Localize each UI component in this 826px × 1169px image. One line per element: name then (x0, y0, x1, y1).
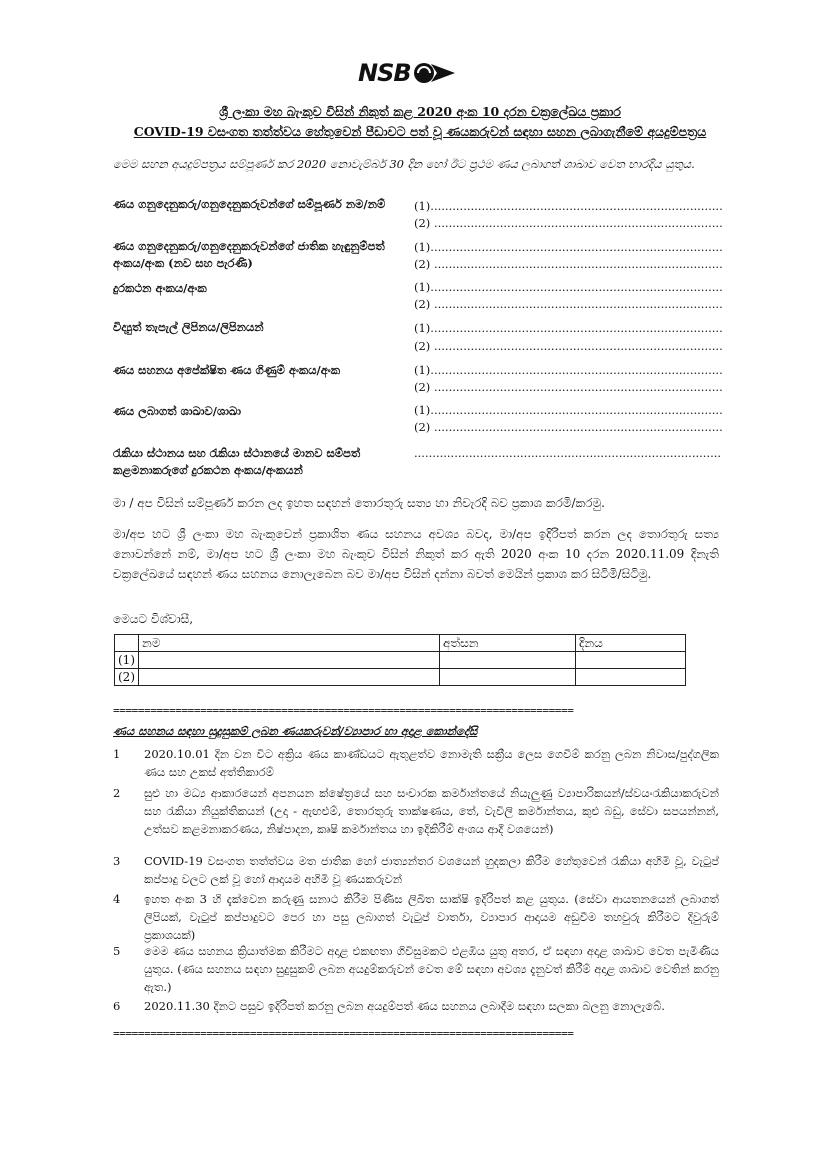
signature-table-header (115, 635, 686, 652)
loan-account-label: ණය සහනය අපේක්ෂිත ණය ගිණුම් අංකය/අංක (113, 363, 341, 377)
signature-row (115, 669, 686, 686)
condition-item (113, 890, 719, 944)
name-cell-2[interactable] (139, 669, 440, 686)
declaration-accuracy: මා / අප විසින් සම්පූර්ණ කරන ලද ඉහත සඳහන් තොරතුරු සත්‍ය හා නිවැරදි බව ප්‍රකාශ කරමි/කරමු. (113, 496, 605, 510)
condition-item (113, 784, 719, 838)
condition-text: සුළු හා මධ්‍ය ආකාරයෙන් අපනයන ක්ෂේත්‍රයේ සහ සංචාරක කර්මාන්තයේ නියැලුණු ව්‍යාපාරිකයන්/ස්වයංරැකියාකරුවන් සහ රැකියා නියුක්තිකයන් (උදා - ඇඟළුම්, තොරතුරු තාක්ෂණය, තේ, වැවිලි කර්මාන්තය, කුළු බඩු, සේවා සපයන්නන්, උත්සව කළමනාකරණය, නිෂ්පාදන, කෘෂි කර්මාන්තය හා ඉදිකිරීම් අංශය ආදී වශයෙන්) (144, 786, 719, 836)
email-field-2[interactable]: (2) ............................................................................... (414, 339, 723, 353)
condition-item (113, 942, 719, 996)
signature-cell-1[interactable] (440, 652, 576, 669)
header-cell-empty (115, 635, 139, 652)
branch-label: ණය ලබාගත් ශාඛාව/ශාඛා (113, 404, 242, 418)
condition-text: මෙම ණය සහනය ක්‍රියාත්මක කිරීමට අදාළ එකඟතා ගිවිසුමකට එළඹිය යුතු අතර, ඒ සඳහා අදාළ ශාඛාව වෙත පැමිණිය යුතුය. (ණය සහනය සඳහා සුදුසුකම් ලබන අයදුම්කරුවන් වෙත මේ සඳහා අවශ්‍ය දැනුවත් කිරීම් අදාළ ශාඛාව වෙතින් කරනු ඇත.) (144, 944, 719, 994)
condition-item (113, 997, 719, 1015)
title-line-2: COVID-19 වසංගත තත්ත්වය හේතුවෙන් පීඩාවට පත් වූ ණයකරුවන් සඳහා සහන ලබාගැනීමේ අයදුම්පත්‍රය (133, 124, 707, 139)
condition-text: 2020.11.30 දිනට පසුව ඉදිරිපත් කරනු ලබන අයදුම්පත් ණය සහනය ලබාදීම සඳහා සලකා බලනු නොලැබේ. (144, 999, 665, 1013)
row-number: (2) (115, 669, 139, 686)
nsb-logo (358, 56, 457, 90)
condition-text: COVID-19 වසංගත තත්ත්වය මත ජාතික හෝ ජාත්‍යන්තර වශයෙන් හුදකලා කිරීම හේතුවෙන් රැකියා අහිමි වූ, වැටුප් කප්පාදු වලට ලක් වූ හෝ ආදායම අහිමි වූ ණයකරුවන් (144, 854, 719, 886)
separator-top: ========================================================================== (113, 704, 574, 717)
signature-row (115, 652, 686, 669)
branch-field-1[interactable]: (1)................................................................................ (414, 403, 723, 417)
date-cell-1[interactable] (576, 652, 686, 669)
title-line-1: ශ්‍රී ලංකා මහ බැංකුව විසින් නිකුත් කළ 2020 අංක 10 දරන චක්‍රලේඛය ප්‍රකාර (219, 104, 621, 119)
header-name: නම (139, 635, 440, 652)
email-field-1[interactable]: (1)................................................................................ (414, 321, 723, 335)
date-cell-2[interactable] (576, 669, 686, 686)
header-signature: අත්සන (440, 635, 576, 652)
nic-label: ණය ගනුදෙනුකරු/ගනුදෙනුකරුවන්ගේ ජාතික හැඳුනුම්පත් අංකය/අංක (නව සහ පැරණි) (113, 239, 385, 270)
phone-label: දුරකථන අංකය/අංක (113, 281, 207, 295)
separator-bottom: ========================================================================== (113, 1027, 574, 1040)
row-number: (1) (115, 652, 139, 669)
signature-cell-2[interactable] (440, 669, 576, 686)
signature-table (114, 634, 686, 686)
borrower-name-field-1[interactable]: (1)................................................................................ (414, 199, 723, 213)
condition-number: 3 (113, 854, 121, 868)
phone-field-1[interactable]: (1)................................................................................ (414, 280, 723, 294)
condition-text: 2020.10.01 දින වන විට අක්‍රිය ණය කාණ්ඩයට ඇතුළත්ව නොමැති සක්‍රීය ලෙස ගෙවීම් කරනු ලබන නිවාස/පුද්ගලික ණය සහ උකස් අත්තිකාරම් (144, 747, 719, 779)
name-cell-1[interactable] (139, 652, 440, 669)
borrower-name-label: ණය ගනුදෙනුකරු/ගනුදෙනුකරුවන්ගේ සම්පූර්ණ නම/නම් (113, 197, 386, 211)
condition-number: 4 (113, 892, 121, 906)
header-date: දිනය (576, 635, 686, 652)
closing-text: මෙයට විශ්වාසී, (113, 612, 194, 626)
condition-item (113, 852, 719, 888)
submission-instruction: මෙම සහන අයදුම්පත්‍රය සම්පූර්ණ කර 2020 නොවැම්බර් 30 දින හෝ ඊට ප්‍රථම ණය ලබාගත් ශාඛාව වෙත භාරදිය යුතුය. (113, 157, 695, 171)
loan-account-field-2[interactable]: (2) ............................................................................... (414, 380, 723, 394)
condition-number: 5 (113, 944, 121, 958)
logo-text: NSB (358, 59, 411, 87)
nic-field-2[interactable]: (2) ............................................................................... (414, 257, 723, 271)
logo-arrow-icon (413, 61, 457, 85)
phone-field-2[interactable]: (2) ............................................................................... (414, 297, 723, 311)
condition-number: 2 (113, 786, 121, 800)
branch-field-2[interactable]: (2) ............................................................................... (414, 420, 723, 434)
email-label: විද්‍යුත් තැපැල් ලිපිනය/ලිපිනයන් (113, 320, 264, 334)
condition-item (113, 745, 719, 781)
declaration-terms: මා/අප හට ශ්‍රී ලංකා මහ බැංකුවෙන් ප්‍රකාශිත ණය සහනය අවශ්‍ය බවද, මා/අප ඉදිරිපත් කරන ලද තොරතුරු සත්‍ය නොවන්නේ නම්, මා/අප හට ශ්‍රී ලංකා මහ බැංකුව විසින් නිකුත් කර ඇති 2020 අංක 10 දරන 2020.11.09 දිනැති චක්‍රලේඛයේ සඳහන් ණය සහනය නොලැබෙන බව මා/අප විසින් දන්නා බවත් මෙයින් ප්‍රකාශ කර සිටිමි/සිටිමු. (113, 527, 719, 581)
loan-account-field-1[interactable]: (1)................................................................................ (414, 363, 723, 377)
borrower-name-field-2[interactable]: (2) ............................................................................... (414, 216, 723, 230)
workplace-hr-field[interactable]: .................................................................................... (414, 446, 722, 460)
condition-number: 1 (113, 747, 121, 761)
workplace-hr-label: රැකියා ස්ථානය සහ රැකියා ස්ථානයේ මානව සම්පත් කළමනාකරුගේ දුරකථන අංකය/අංකයන් (113, 446, 361, 477)
condition-number: 6 (113, 999, 121, 1013)
condition-text: ඉහත අංක 3 හි දැක්වෙන කරුණු සනාථ කිරීම පිණිස ලිඛිත සාක්ෂි ඉදිරිපත් කළ යුතුය. (සේවා ආයතනයෙන් ලබාගත් ලිපියක්, වැටුප් කප්පාදුවට පෙර හා පසු ලබාගත් වැටුප් වාර්තා, ව්‍යාපාර ආදායම අඩුවීම තහවුරු කිරීමට දිවුරුම් ප්‍රකාශයක්) (144, 892, 719, 942)
eligibility-title: ණය සහනය සඳහා සුදුසුකම් ලබන ණයකරුවන්/ව්‍යාපාර හා අදාළ කොන්දේසි (113, 724, 478, 738)
nic-field-1[interactable]: (1)................................................................................ (414, 240, 723, 254)
